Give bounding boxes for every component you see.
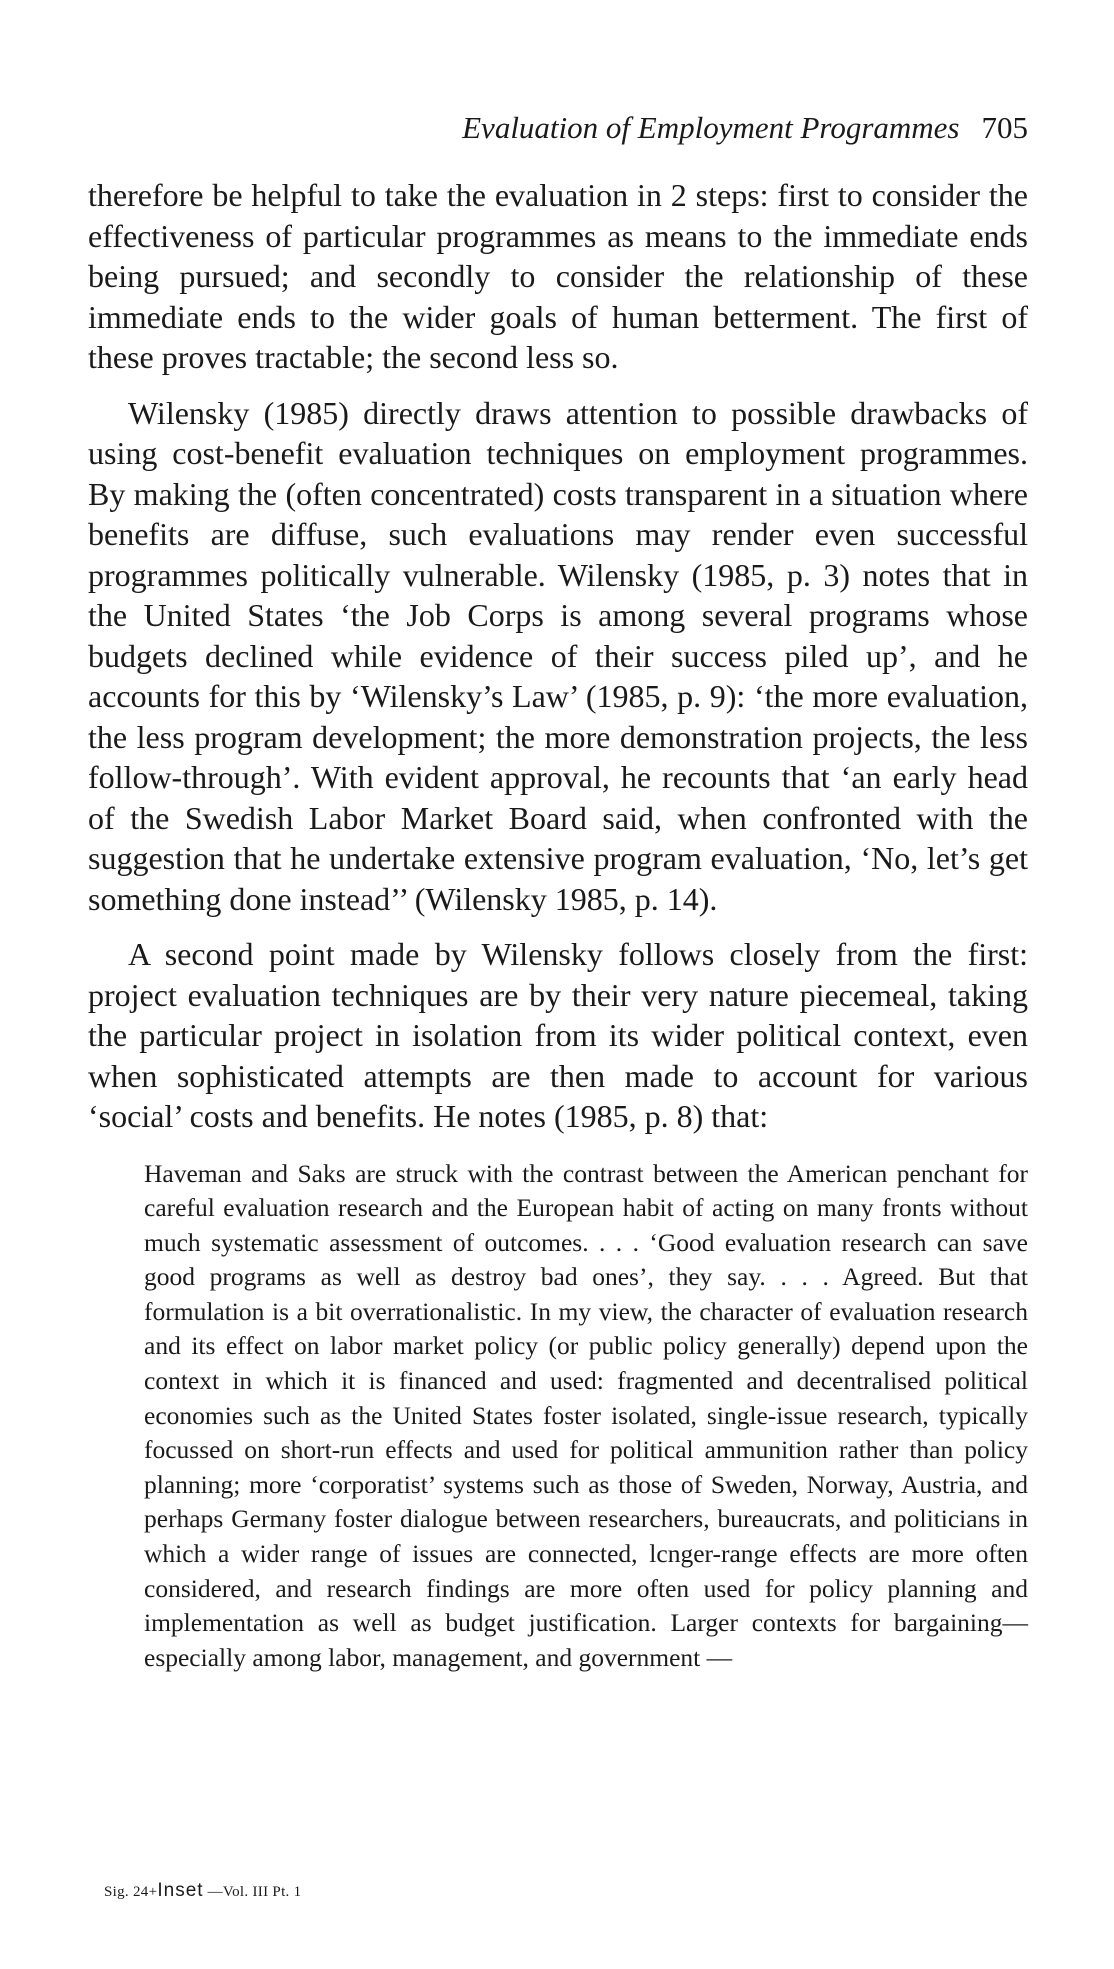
paragraph-1: therefore be helpful to take the evaluation in 2 steps: first to consider the effectiveness of particular programmes as means to the immediate ends being pursued; and secondly to consider the relationship of these immediate ends to the wider goals of human betterment. The first of these proves tractable; the second less so. (88, 177, 1028, 375)
paragraph-3: A second point made by Wilensky follows closely from the first: project evaluation techniques are by their very nature piecemeal, taking the particular project in isolation from its wider political context, even when sophisticated attempts are then made to account for various ‘social’ costs and benefits. He notes (1985, p. 8) that: (88, 936, 1028, 1134)
signature-inset: Inset (157, 1880, 204, 1901)
block-quote: Haveman and Saks are struck with the contrast between the American penchant for careful evaluation research and the European habit of acting on many fronts without much systematic assessment of outcomes. . . . ‘Good evaluation research can save good programs as well as destroy bad ones’, they say. . . . Agreed. But that formulation is a bit overrationalistic. In my view, the character of evaluation research and its effect on labor market policy (or public policy generally) depend upon the context in which it is financed and used: fragmented and decentralised political economies such as the United States foster isolated, single-issue research, typically focussed on short-run effects and used for political ammunition rather than policy planning; more ‘corporatist’ systems such as those of Sweden, Norway, Austria, and perhaps Germany foster dialogue between researchers, bureaucrats, and politicians in which a wider range of issues are connected, lcnger-range effects are more often considered, and research findings are more often used for policy planning and implementation as well as budget justification. Larger contexts for bargaining—especially among labor, management, and government — (144, 1158, 1028, 1672)
signature-suffix: —Vol. III Pt. 1 (203, 1884, 302, 1900)
paragraph-2: Wilensky (1985) directly draws attention to possible drawbacks of using cost-benefit evaluation techniques on employment programmes. By making the (often concentrated) costs transparent in a situation where benefits are diffuse, such evaluations may render even successful programmes politically vulnerable. Wilensky (1985, p. 3) notes that in the United States ‘the Job Corps is among several programs whose budgets declined while evidence of their success piled up’, and he accounts for this by ‘Wilensky’s Law’ (1985, p. 9): ‘the more evaluation, the less program development; the more demonstration projects, the less follow-through’. With evident approval, he recounts that ‘an early head of the Swedish Labor Market Board said, when confronted with the suggestion that he undertake extensive program evaluation, ‘No, let’s get something done instead’’ (Wilensky 1985, p. 14). (88, 394, 1028, 917)
book-page (88, 0, 1028, 1969)
body-text (88, 175, 1028, 1675)
signature-line (104, 1880, 301, 1902)
running-head-title: Evaluation of Employment Programmes (462, 110, 960, 145)
running-head (462, 110, 1028, 146)
signature-prefix: Sig. 24+ (104, 1884, 158, 1900)
page-number: 705 (981, 110, 1028, 145)
